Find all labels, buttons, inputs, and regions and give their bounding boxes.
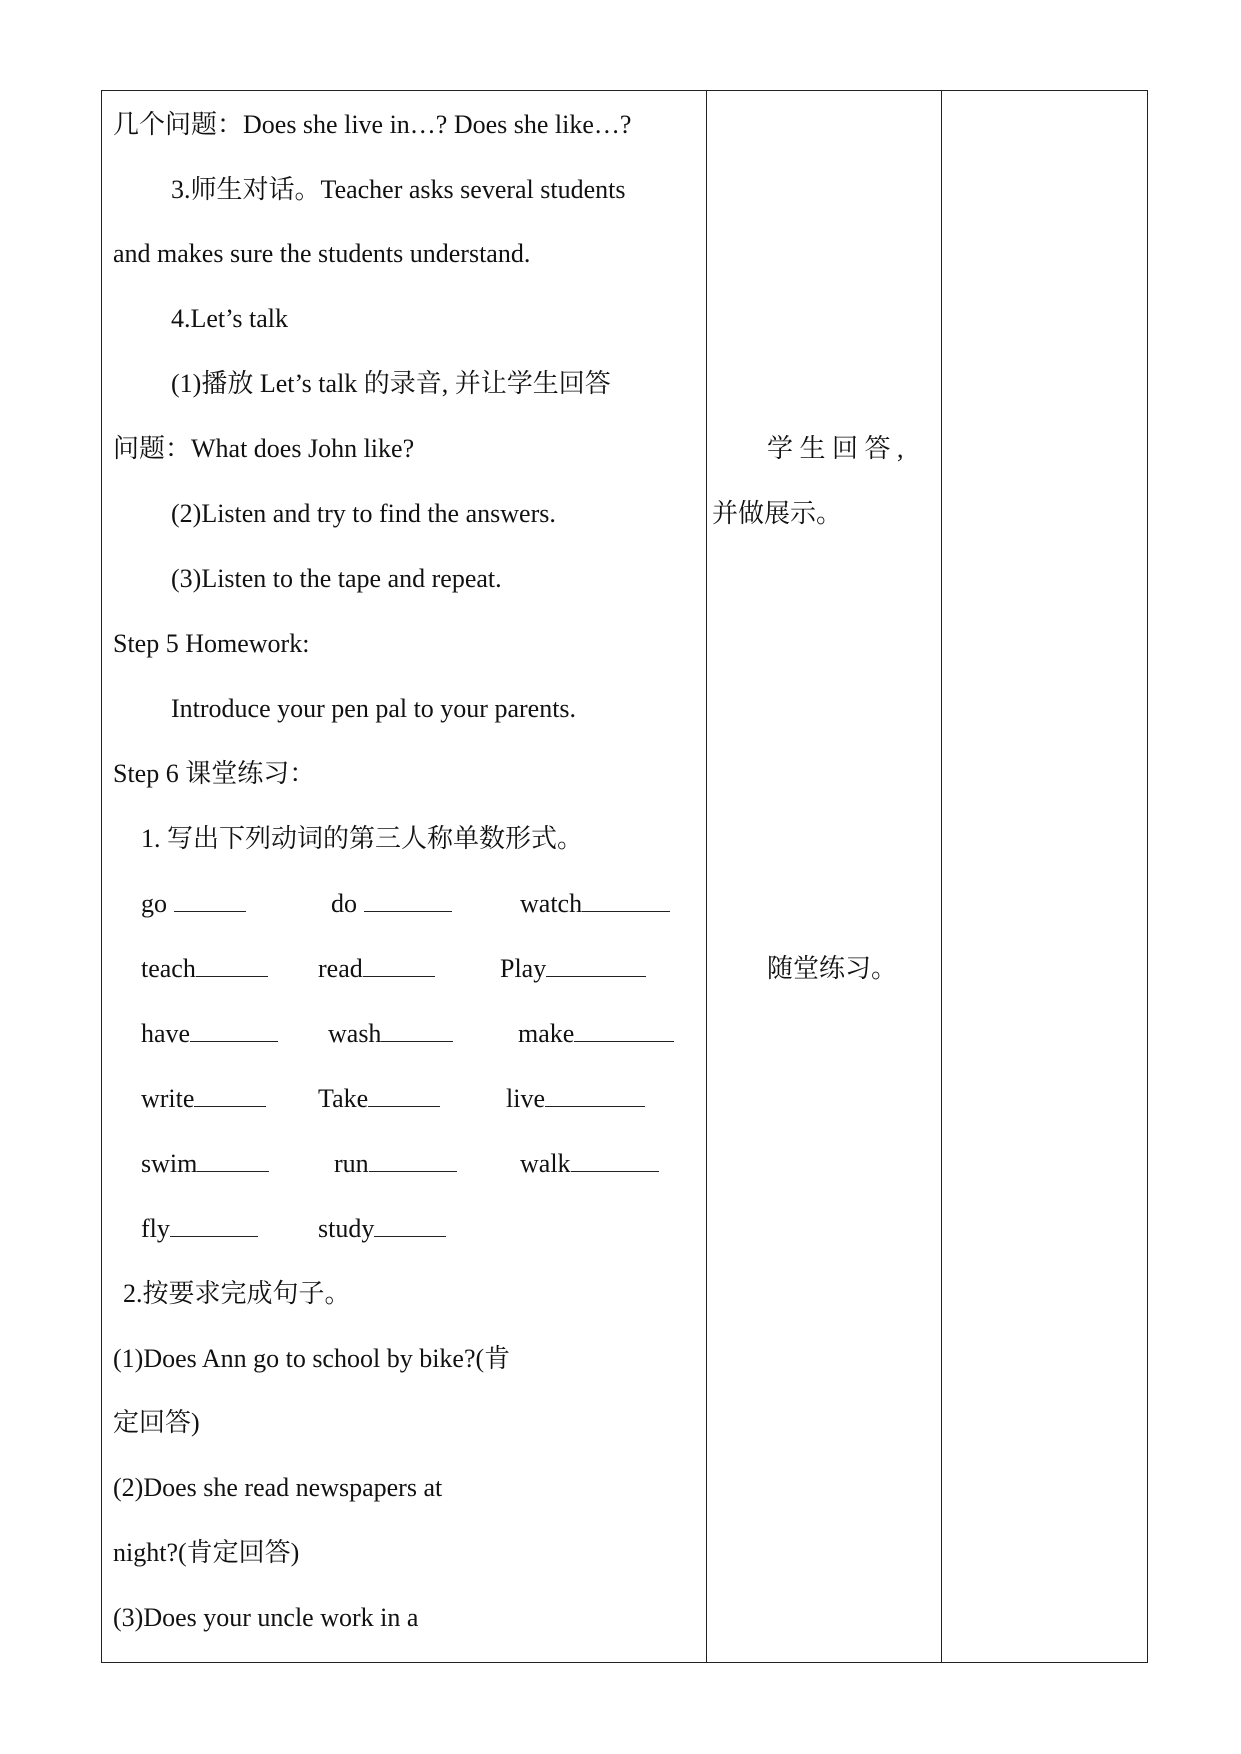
text-line: (3)Does your uncle work in a bbox=[113, 1603, 419, 1632]
text-line: (2)Does she read newspapers at bbox=[113, 1473, 443, 1502]
text-line: 3.师生对话。Teacher asks several students bbox=[171, 175, 626, 204]
verb-item: study bbox=[318, 1214, 446, 1244]
verb-item: swim bbox=[141, 1149, 269, 1179]
text-line: 4.Let’s talk bbox=[171, 304, 288, 333]
text-line: 几个问题：Does she live in…? Does she like…? bbox=[113, 110, 632, 139]
text-line: and makes sure the students understand. bbox=[113, 239, 531, 268]
column-divider bbox=[941, 91, 942, 1662]
verb-item: Play bbox=[500, 954, 646, 984]
verb-item: teach bbox=[141, 954, 268, 984]
text-line: (2)Listen and try to find the answers. bbox=[171, 499, 556, 528]
verb-item: fly bbox=[141, 1214, 258, 1244]
verb-item: watch bbox=[520, 889, 670, 919]
verb-item: run bbox=[334, 1149, 457, 1179]
text-line: Introduce your pen pal to your parents. bbox=[171, 694, 577, 723]
exercise-title: 1. 写出下列动词的第三人称单数形式。 bbox=[141, 824, 584, 853]
verb-item: walk bbox=[520, 1149, 659, 1179]
verb-item: read bbox=[318, 954, 435, 984]
text-line: night?(肯定回答) bbox=[113, 1538, 300, 1567]
verb-item: have bbox=[141, 1019, 278, 1049]
step-heading: Step 5 Homework: bbox=[113, 629, 310, 658]
text-line: 定回答) bbox=[113, 1408, 200, 1437]
verb-item: live bbox=[506, 1084, 645, 1114]
verb-item: wash bbox=[328, 1019, 453, 1049]
student-activity: 学 生 回 答 , bbox=[767, 434, 904, 463]
verb-item: go bbox=[141, 889, 246, 919]
text-line: 问题：What does John like? bbox=[113, 434, 415, 463]
verb-item: write bbox=[141, 1084, 266, 1114]
text-line: (3)Listen to the tape and repeat. bbox=[171, 564, 502, 593]
step-heading: Step 6 课堂练习： bbox=[113, 759, 316, 788]
verb-item: do bbox=[331, 889, 452, 919]
student-activity: 并做展示。 bbox=[712, 499, 843, 528]
student-activity: 随堂练习。 bbox=[767, 954, 898, 983]
column-divider bbox=[706, 91, 707, 1662]
exercise-title: 2.按要求完成句子。 bbox=[123, 1279, 351, 1308]
verb-item: Take bbox=[318, 1084, 440, 1114]
text-line: (1)Does Ann go to school by bike?(肯 bbox=[113, 1344, 511, 1373]
verb-item: make bbox=[518, 1019, 674, 1049]
text-line: (1)播放 Let’s talk 的录音, 并让学生回答 bbox=[171, 369, 611, 398]
